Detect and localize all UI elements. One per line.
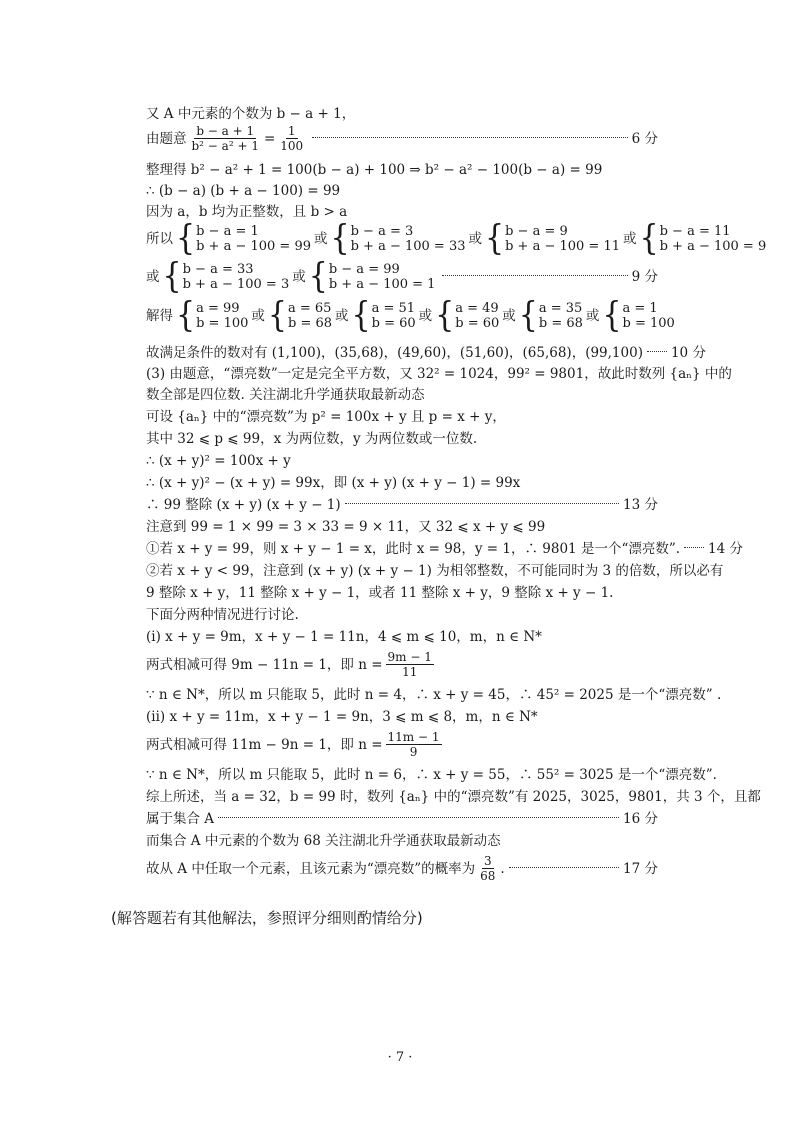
sol-row: a = 65 xyxy=(287,301,332,316)
sys-row: b − a = 1 xyxy=(196,224,259,239)
dot-leader xyxy=(218,816,619,818)
line-12: 可设 {aₙ} 中的“漂亮数”为 p² = 100x + y 且 p = x + y， xyxy=(146,409,506,425)
brace-icon: { xyxy=(351,295,371,336)
brace-icon: { xyxy=(518,295,538,336)
line-31-prefix: 故从 A 中任取一个元素，且该元素为“漂亮数”的概率为 xyxy=(146,860,476,877)
or-word: 或 xyxy=(623,231,637,247)
dot-leader xyxy=(509,866,619,868)
sys-row: b + a − 100 = 99 xyxy=(196,239,311,254)
sys-row: b + a − 100 = 3 xyxy=(182,277,290,292)
sol-row: b = 68 xyxy=(538,316,583,331)
sol-row: a = 99 xyxy=(196,301,240,316)
fraction-n-1 xyxy=(386,650,434,679)
equation-system-1 xyxy=(176,218,311,259)
line-1: 又 A 中元素的个数为 b − a + 1， xyxy=(146,106,356,122)
footer-note: (解答题若有其他解法，参照评分细则酌情给分) xyxy=(111,909,423,927)
line-8-solutions xyxy=(146,295,678,336)
solution-2 xyxy=(267,295,333,336)
line-22: (i) x + y = 9m，x + y − 1 = 11n，4 ⩽ m ⩽ 10，m，n ∈ N* xyxy=(146,629,542,645)
line-2-prefix: 由题意 xyxy=(146,130,187,147)
line-3: 整理得 b² − a² + 1 = 100(b − a) + 100 ⇒ b² − a² − 100(b − a) = 99 xyxy=(146,162,603,178)
sys-row: b + a − 100 = 9 xyxy=(659,239,767,254)
fraction-probability xyxy=(478,854,497,883)
brace-icon: { xyxy=(602,295,622,336)
line-6-prefix: 所以 xyxy=(146,231,173,247)
brace-icon: { xyxy=(176,295,196,336)
or-word: 或 xyxy=(468,231,482,247)
line-21: 下面分两种情况进行讨论. xyxy=(146,607,299,623)
line-17: 注意到 99 = 1 × 99 = 3 × 33 = 9 × 11，又 32 ⩽ x + y ⩽ 99 xyxy=(146,519,546,535)
line-25: (ii) x + y = 11m，x + y − 1 = 9n，3 ⩽ m ⩽ 8，m，n ∈ N* xyxy=(146,709,538,725)
or-word: 或 xyxy=(251,308,265,324)
line-9 xyxy=(146,344,706,362)
line-14: ∴ (x + y)² = 100x + y xyxy=(146,453,291,469)
line-30: 而集合 A 中元素的个数为 68 关注湖北升学通获取最新动态 xyxy=(146,833,501,849)
line-18 xyxy=(146,540,744,558)
score-mark: 10 分 xyxy=(670,345,706,361)
sol-row: b = 60 xyxy=(455,316,500,331)
solution-1 xyxy=(176,295,249,336)
line-8-prefix: 解得 xyxy=(146,308,173,324)
line-13: 其中 32 ⩽ p ⩽ 99，x 为两位数，y 为两位数或一位数. xyxy=(146,431,478,447)
sys-row: b + a − 100 = 11 xyxy=(505,239,620,254)
brace-icon: { xyxy=(162,256,182,297)
fraction-rhs-num: 1 xyxy=(287,124,296,138)
brace-icon: { xyxy=(639,218,659,259)
line-16 xyxy=(146,496,658,514)
score-mark: 13 分 xyxy=(623,497,658,513)
solution-4 xyxy=(435,295,500,336)
line-20: 9 整除 x + y，11 整除 x + y − 1，或者 11 整除 x + y，9 整除 x + y − 1. xyxy=(146,585,614,601)
fraction-rhs-den: 100 xyxy=(280,139,304,153)
fraction-num: 3 xyxy=(483,854,492,868)
dot-leader xyxy=(684,546,704,548)
line-7-systems xyxy=(146,256,658,297)
line-31: 故从 A 中任取一个元素，且该元素为“漂亮数”的概率为 $\frac{3}{68}$ . 17 分 xyxy=(146,854,658,883)
sol-row: a = 49 xyxy=(455,301,499,316)
dot-leader xyxy=(312,136,627,138)
score-mark: 9 分 xyxy=(631,269,658,285)
score-mark: 17 分 xyxy=(623,860,658,877)
fraction-lhs-num: b − a + 1 xyxy=(196,124,255,138)
line-18-text: ①若 x + y = 99，则 x + y − 1 = x，此时 x = 98，y = 1，∴ 9801 是一个“漂亮数”. xyxy=(146,541,681,557)
line-11: 数全部是四位数. 关注湖北升学通获取最新动态 xyxy=(146,387,425,403)
solution-3 xyxy=(351,295,416,336)
line-19: ②若 x + y < 99，注意到 (x + y) (x + y − 1) 为相邻整数，不可能同时为 3 的倍数，所以必有 xyxy=(146,563,724,579)
or-word: 或 xyxy=(314,231,328,247)
equation-system-4 xyxy=(639,218,767,259)
fraction-rhs xyxy=(278,124,305,153)
line-6-systems xyxy=(146,218,769,259)
fraction-lhs-den: b² − a² + 1 xyxy=(191,139,259,153)
equation-system-3 xyxy=(485,218,620,259)
or-word: 或 xyxy=(292,269,306,285)
sol-row: a = 35 xyxy=(538,301,583,316)
sys-row: b − a = 3 xyxy=(350,224,414,239)
line-4: ∴ (b − a) (b + a − 100) = 99 xyxy=(146,183,341,199)
equation-system-6 xyxy=(308,256,436,297)
equation-system-5 xyxy=(162,256,290,297)
fraction-num: 11m − 1 xyxy=(387,730,440,744)
score-mark: 16 分 xyxy=(623,811,658,827)
sol-row: b = 60 xyxy=(371,316,416,331)
sys-row: b − a = 9 xyxy=(505,224,568,239)
line-16-text: ∴ 99 整除 (x + y) (x + y − 1) xyxy=(146,497,341,513)
sol-row: b = 100 xyxy=(196,316,249,331)
line-15: ∴ (x + y)² − (x + y) = 99x，即 (x + y) (x + y − 1) = 99x xyxy=(146,475,521,491)
line-2 xyxy=(146,124,658,153)
fraction-den: 9 xyxy=(409,745,418,759)
line-9-text: 故满足条件的数对有 (1,100)，(35,68)，(49,60)，(51,60)，(65,68)，(99,100) xyxy=(146,345,643,361)
or-word: 或 xyxy=(418,308,433,324)
sol-row: a = 1 xyxy=(622,301,658,316)
or-word: 或 xyxy=(335,308,349,324)
equals-sign: = xyxy=(263,130,276,147)
brace-icon: { xyxy=(330,218,350,259)
line-28: 综上所述，当 a = 32，b = 99 时，数列 {aₙ} 中的“漂亮数”有 2025，3025，9801，共 3 个，且都 xyxy=(146,789,761,805)
line-23-prefix: 两式相减可得 9m − 11n = 1，即 n = xyxy=(146,656,383,673)
line-29 xyxy=(146,810,658,828)
score-mark: 14 分 xyxy=(708,541,744,557)
line-5: 因为 a，b 均为正整数，且 b > a xyxy=(146,204,348,220)
line-26 xyxy=(146,730,445,759)
fraction-den: 11 xyxy=(402,665,418,679)
or-word: 或 xyxy=(146,269,160,285)
dot-leader xyxy=(345,502,619,504)
or-word: 或 xyxy=(502,308,516,324)
fraction-lhs xyxy=(190,124,261,153)
or-word: 或 xyxy=(585,308,600,324)
sol-row: b = 68 xyxy=(287,316,333,331)
line-26-prefix: 两式相减可得 11m − 9n = 1，即 n = xyxy=(146,736,383,753)
line-10: (3) 由题意，“漂亮数”一定是完全平方数，又 32² = 1024，99² = 9801，故此时数列 {aₙ} 中的 xyxy=(146,366,732,382)
line-24: ∵ n ∈ N*，所以 m 只能取 5，此时 n = 4，∴ x + y = 45，∴ 45² = 2025 是一个“漂亮数” . xyxy=(146,687,722,703)
solution-5 xyxy=(518,295,583,336)
sys-row: b + a − 100 = 33 xyxy=(350,239,466,254)
line-29-text: 属于集合 A xyxy=(146,811,215,827)
sys-row: b − a = 33 xyxy=(182,262,254,277)
page-number: · 7 · xyxy=(387,1050,413,1065)
brace-icon: { xyxy=(267,295,287,336)
brace-icon: { xyxy=(485,218,505,259)
equation-system-2 xyxy=(330,218,466,259)
dot-leader xyxy=(647,350,667,352)
fraction-num: 9m − 1 xyxy=(387,650,432,664)
dot-leader xyxy=(442,274,627,276)
fraction-den: 68 xyxy=(480,869,496,883)
brace-icon: { xyxy=(176,218,196,259)
line-23 xyxy=(146,650,437,679)
sol-row: a = 51 xyxy=(371,301,416,316)
brace-icon: { xyxy=(308,256,328,297)
sys-row: b − a = 99 xyxy=(328,262,400,277)
brace-icon: { xyxy=(435,295,455,336)
sys-row: b + a − 100 = 1 xyxy=(328,277,436,292)
fraction-n-2 xyxy=(386,730,442,759)
score-mark: 6 分 xyxy=(631,130,658,147)
solution-6 xyxy=(602,295,675,336)
sys-row: b − a = 11 xyxy=(659,224,731,239)
sol-row: b = 100 xyxy=(622,316,675,331)
line-27: ∵ n ∈ N*，所以 m 只能取 5，此时 n = 6，∴ x + y = 55，∴ 55² = 3025 是一个“漂亮数”. xyxy=(146,767,717,783)
